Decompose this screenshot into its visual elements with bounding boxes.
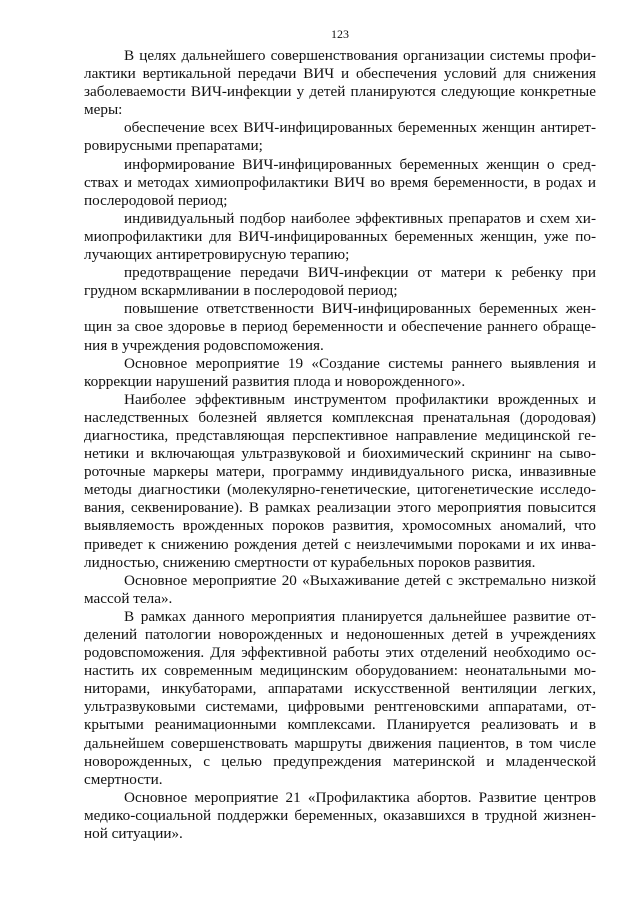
paragraph-measure-informing: информирование ВИЧ-инфицированных беременных женщин о средствах и методах химиопрофилактики ВИЧ во время беременности, в родах и послеродовой период; [84,155,596,209]
paragraph-measure-breastfeeding: предотвращение передачи ВИЧ-инфекции от матери к ребенку при грудном вскармливании в послеродовой период; [84,264,596,300]
document-body [84,47,596,843]
paragraph-measure-individual-selection: индивидуальный подбор наиболее эффективных препаратов и схем химиопрофилактики для ВИЧ-инфицированных беременных женщин, уже получающих антиретровирусную терапию; [84,209,596,264]
paragraph-intro-measures: В целях дальнейшего совершенствования организации системы профилактики вертикальной передачи ВИЧ и обеспечения условий для снижения заболеваемости ВИЧ-инфекции у детей планируются следующие конкретные меры: [84,47,596,119]
paragraph-activity-19-body: Наиболее эффективным инструментом профилактики врожденных и наследственных болезней является комплексная пренатальная (дородовая) диагностика, представляющая перспективное направление медицинской генетики и включающая ультразвуковой и биохимический скрининг на сывороточные маркеры матери, программу индивидуального риска, инвазивные методы диагностики (молекулярно-генетические, цитогенетические исследования, секвенирование). В рамках реализации этого мероприятия повысится выявляемость врожденных пороков развития, хромосомных аномалий, что приведет к снижению рождения детей с неизлечимыми пороками и их инвалидностью, снижению смертности от курабельных пороков развития. [84,390,596,571]
paragraph-activity-20-title: Основное мероприятие 20 «Выхаживание детей с экстремально низкой массой тела». [84,571,596,607]
paragraph-activity-21-title: Основное мероприятие 21 «Профилактика абортов. Развитие центров медико-социальной поддержки беременных, оказавшихся в трудной жизненной ситуации». [84,788,596,843]
paragraph-measure-responsibility: повышение ответственности ВИЧ-инфицированных беременных женщин за свое здоровье в период беременности и обеспечение раннего обращения в учреждения родовспоможения. [84,300,596,354]
paragraph-measure-antiretroviral: обеспечение всех ВИЧ-инфицированных беременных женщин антиретровирусными препаратами; [84,119,596,155]
paragraph-activity-19-title: Основное мероприятие 19 «Создание системы раннего выявления и коррекции нарушений развития плода и новорожденного». [84,354,596,390]
paragraph-activity-20-body: В рамках данного мероприятия планируется дальнейшее развитие отделений патологии новорожденных и недоношенных детей в учреждениях родовспоможения. Для эффективной работы этих отделений необходимо оснастить их современным медицинским оборудованием: неонатальными мониторами, инкубаторами, аппаратами искусственной вентиляции легких, ультразвуковыми системами, цифровыми рентгеновскими аппаратами, открытыми реанимационными комплексами. Планируется реализовать и в дальнейшем совершенствовать маршруты движения пациентов, в том числе новорожденных, с целью предупреждения материнской и младенческой смертности. [84,607,596,788]
page-number: 123 [331,27,349,41]
